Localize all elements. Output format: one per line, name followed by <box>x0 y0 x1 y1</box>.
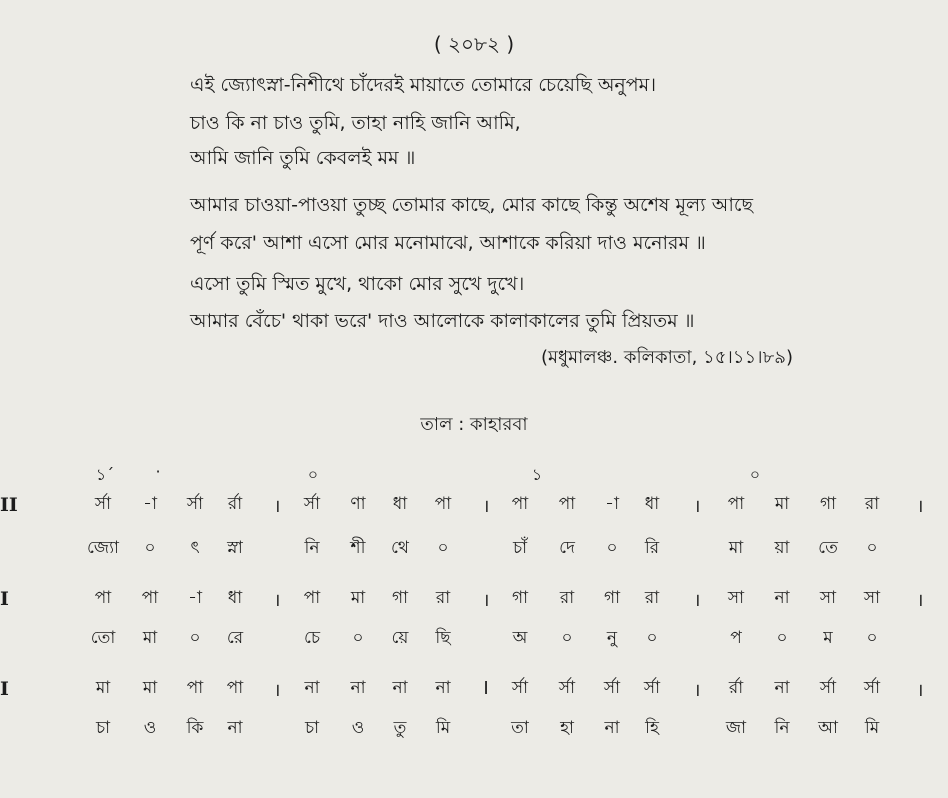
swara-note: র্রা <box>227 494 243 514</box>
lyric-syllable: নি <box>774 718 790 738</box>
lyric-syllable: জ্যো <box>87 538 119 558</box>
swara-note: রা <box>559 588 575 608</box>
lyric-syllable: ও <box>143 718 157 738</box>
lyric-syllable: তু <box>393 718 407 738</box>
row-start-mark: I <box>0 588 9 610</box>
swara-note: সা <box>727 588 745 608</box>
swara-note: না <box>774 588 790 608</box>
lyric-line-2: চাও কি না চাও তুমি, তাহা নাহি জানি আমি, <box>190 112 521 134</box>
row-start-mark: II <box>0 494 18 516</box>
lyric-syllable: তা <box>511 718 529 738</box>
swara-note: পা <box>434 494 452 514</box>
bar-line: । <box>482 496 490 517</box>
swara-note: র্সা <box>511 678 529 698</box>
bar-line: । <box>273 496 281 517</box>
swara-note: পা <box>226 678 244 698</box>
swara-note: রা <box>435 588 451 608</box>
lyric-syllable: ম <box>823 628 833 648</box>
swara-note: না <box>435 678 451 698</box>
lyric-syllable: ০ <box>866 538 878 558</box>
lyric-line-1: এই জ্যোৎস্না-নিশীথে চাঁদেরই মায়াতে তোমারে চেয়েছি অনুপম। <box>190 74 657 96</box>
swara-note: র্সা <box>819 678 837 698</box>
lyric-syllable: ছি <box>435 628 451 648</box>
lyric-syllable: ০ <box>352 628 364 648</box>
lyric-syllable: ও <box>351 718 365 738</box>
lyric-syllable: তো <box>90 628 116 648</box>
lyric-syllable: প <box>730 628 742 648</box>
swara-note: গা <box>603 588 621 608</box>
lyric-syllable: হা <box>560 718 574 738</box>
swara-note: গা <box>391 588 409 608</box>
lyric-line-3: আমি জানি তুমি কেবলই মম ॥ <box>190 147 416 169</box>
lyric-syllable: স্না <box>227 538 243 558</box>
page-number: ( ২০৮২ ) <box>433 32 515 56</box>
lyric-syllable: না <box>604 718 620 738</box>
lyric-syllable: মি <box>864 718 880 738</box>
beat-mark: ১´ <box>95 465 115 484</box>
swara-note: রা <box>864 494 880 514</box>
swara-note: ধা <box>227 588 243 608</box>
lyric-syllable: জা <box>725 718 747 738</box>
row-start-mark: I <box>0 678 9 700</box>
swara-note: পা <box>303 588 321 608</box>
swara-note: ধা <box>644 494 660 514</box>
swara-note: র্সা <box>558 678 576 698</box>
lyric-syllable: ০ <box>144 538 156 558</box>
swara-note: -া <box>605 494 619 514</box>
swara-note: ধা <box>392 494 408 514</box>
lyric-syllable: ০ <box>437 538 449 558</box>
swara-note: মা <box>774 494 790 514</box>
lyric-syllable: থে <box>391 538 409 558</box>
lyric-syllable: কি <box>186 718 204 738</box>
lyric-syllable: না <box>227 718 243 738</box>
lyric-syllable: ০ <box>646 628 658 648</box>
bar-line: । <box>273 590 281 611</box>
swara-note: রা <box>644 588 660 608</box>
lyric-syllable: ০ <box>606 538 618 558</box>
beat-mark: ০ <box>749 465 761 484</box>
swara-note: র্সা <box>603 678 621 698</box>
bar-line: । <box>916 680 924 701</box>
beat-mark: ০ <box>307 465 319 484</box>
lyric-line-5: পূর্ণ করে' আশা এসো মোর মনোমাঝে, আশাকে করিয়া দাও মনোরম ॥ <box>190 232 706 254</box>
swara-note: গা <box>511 588 529 608</box>
swara-note: মা <box>350 588 366 608</box>
lyric-line-4: আমার চাওয়া-পাওয়া তুচ্ছ তোমার কাছে, মোর কাছে কিন্তু অশেষ মূল্য আছে <box>190 194 754 216</box>
lyric-syllable: ৎ <box>190 538 200 558</box>
lyric-syllable: ০ <box>776 628 788 648</box>
swara-note: সা <box>863 588 881 608</box>
swara-note: সা <box>819 588 837 608</box>
swara-note: র্সা <box>863 678 881 698</box>
lyric-syllable: নু <box>606 628 618 648</box>
bar-line: I <box>483 678 489 699</box>
lyric-syllable: তে <box>818 538 838 558</box>
bar-line: । <box>916 496 924 517</box>
lyric-line-7: আমার বেঁচে' থাকা ভরে' দাও আলোকে কালাকালের তুমি প্রিয়তম ॥ <box>190 310 695 332</box>
bar-line: । <box>482 590 490 611</box>
swara-note: না <box>304 678 320 698</box>
lyric-syllable: ০ <box>189 628 201 648</box>
swara-note: পা <box>186 678 204 698</box>
lyric-syllable: আ <box>818 718 838 738</box>
swara-note: র্সা <box>94 494 112 514</box>
lyric-syllable: চা <box>304 718 320 738</box>
swara-note: না <box>392 678 408 698</box>
lyric-syllable: চে <box>303 628 321 648</box>
lyric-line-6: এসো তুমি স্মিত মুখে, থাকো মোর সুখে দুখে। <box>190 273 525 295</box>
swara-note: মা <box>95 678 111 698</box>
lyric-syllable: ০ <box>866 628 878 648</box>
beat-mark: ১ <box>531 465 543 484</box>
lyric-syllable: মা <box>142 628 158 648</box>
swara-note: পা <box>511 494 529 514</box>
lyric-syllable: হি <box>645 718 659 738</box>
lyric-syllable: নি <box>304 538 320 558</box>
lyric-syllable: দে <box>559 538 575 558</box>
lyric-syllable: চাঁ <box>512 538 528 558</box>
swara-note: পা <box>94 588 112 608</box>
swara-note: ণা <box>350 494 366 514</box>
swara-note: -া <box>188 588 202 608</box>
swara-note: র্রা <box>728 678 744 698</box>
swara-note: র্সা <box>303 494 321 514</box>
lyric-syllable: চা <box>95 718 111 738</box>
lyric-syllable: রে <box>226 628 244 648</box>
swara-note: না <box>350 678 366 698</box>
lyric-syllable: অ <box>512 628 528 648</box>
swara-note: র্সা <box>643 678 661 698</box>
bar-line: । <box>693 680 701 701</box>
tala-heading: তাল : কাহারবা <box>420 414 528 435</box>
bar-line: । <box>916 590 924 611</box>
lyric-syllable: মা <box>728 538 744 558</box>
swara-note: গা <box>819 494 837 514</box>
swara-note: -া <box>143 494 157 514</box>
bar-line: । <box>693 496 701 517</box>
swara-note: না <box>774 678 790 698</box>
swara-note: মা <box>142 678 158 698</box>
bar-line: । <box>693 590 701 611</box>
swara-note: পা <box>558 494 576 514</box>
lyric-syllable: শী <box>350 538 366 558</box>
lyric-syllable: রি <box>644 538 660 558</box>
lyric-syllable: য়ে <box>391 628 409 648</box>
lyric-syllable: ০ <box>561 628 573 648</box>
citation: (মধুমালঞ্চ. কলিকাতা, ১৫।১১।৮৯) <box>540 347 793 368</box>
swara-note: পা <box>141 588 159 608</box>
lyric-syllable: মি <box>435 718 451 738</box>
lyric-syllable: য়া <box>774 538 790 558</box>
bar-line: । <box>273 680 281 701</box>
swara-note: পা <box>727 494 745 514</box>
beat-mark: · <box>155 462 161 481</box>
swara-note: র্সা <box>186 494 204 514</box>
